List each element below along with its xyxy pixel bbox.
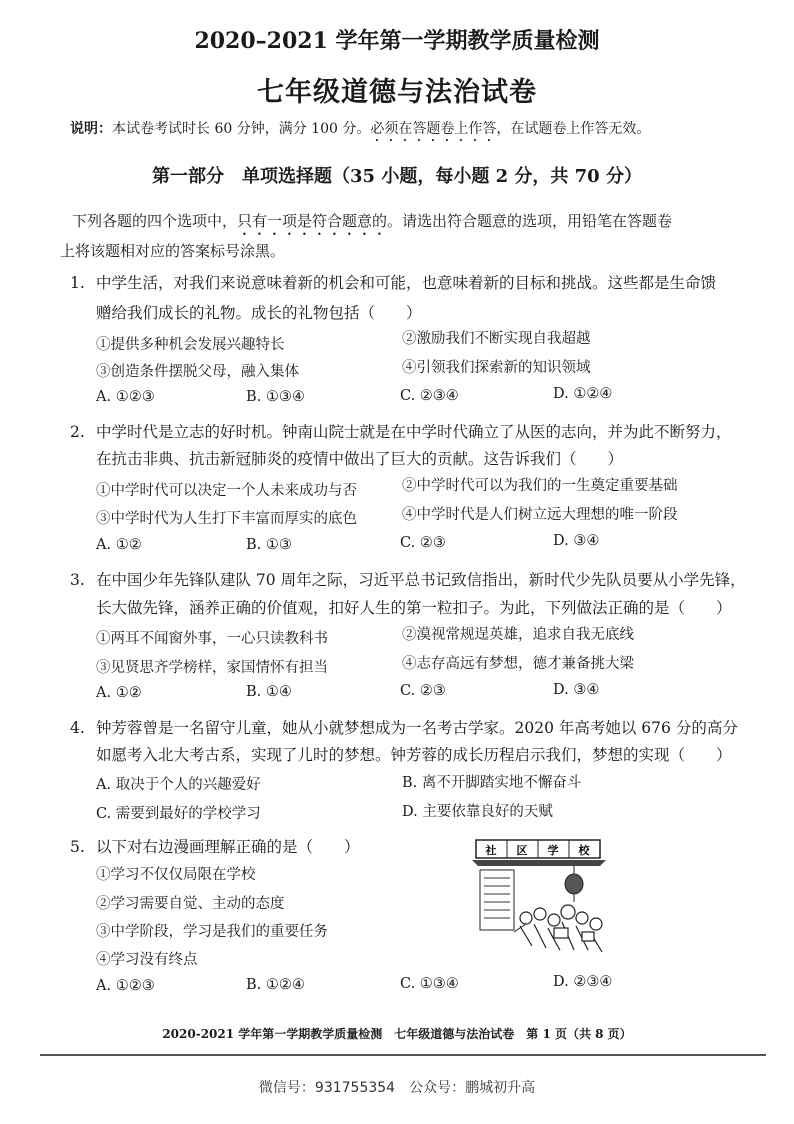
question-number: 5.: [70, 838, 85, 856]
roof-eaves: [472, 860, 606, 866]
choice-a: A. ①②③: [96, 389, 155, 405]
footer-divider: [40, 1054, 766, 1056]
question-1: [70, 271, 716, 293]
choice-b: B. ①③④: [246, 389, 305, 405]
question-3: [70, 568, 746, 590]
question-4: [70, 716, 738, 738]
statement-item: ③创造条件摆脱父母，融入集体: [96, 364, 299, 380]
choice-c: C. ②③: [400, 535, 446, 551]
note-label: 说明：: [70, 121, 112, 137]
choice-c: C. ①③④: [400, 976, 459, 992]
question-stem: 钟芳蓉曾是一名留守儿童，她从小就梦想成为一名考古学家。2020 年高考她以 676 分的高分: [96, 719, 738, 737]
question-number: 2.: [70, 423, 85, 441]
choice-b: B. 离不开脚踏实地不懈奋斗: [402, 775, 582, 791]
choice-a: A. ①②: [96, 685, 142, 701]
sign-char: 社: [485, 844, 497, 857]
section-instructions-line2: 上将该题相对应的答案标号涂黑。: [60, 242, 286, 260]
choice-b: B. ①③: [246, 537, 292, 553]
sign-char: 区: [516, 844, 528, 857]
choice-b: B. ①④: [246, 684, 292, 700]
choice-c: C. 需要到最好的学校学习: [96, 806, 261, 822]
question-stem-cont: 如愿考入北大考古系，实现了儿时的梦想。钟芳蓉的成长历程启示我们，梦想的实现（ ）: [96, 746, 732, 764]
question-stem: 以下对右边漫画理解正确的是（ ）: [96, 838, 360, 856]
statement-item: ②激励我们不断实现自我超越: [402, 331, 591, 347]
note-text-c: ，在试题卷上作答无效。: [496, 121, 651, 137]
statement-item: ③中学阶段，学习是我们的重要任务: [96, 924, 328, 940]
question-2: [70, 420, 732, 442]
choice-d: D. ③④: [553, 533, 600, 549]
statement-item: ②漠视常规逞英雄，追求自我无底线: [402, 627, 634, 643]
page-footer: 2020-2021 学年第一学期教学质量检测 七年级道德与法治试卷 第 1 页（共 8 页）: [162, 1027, 632, 1041]
statement-item: ④学习没有终点: [96, 952, 198, 968]
question-stem: 在中国少年先锋队建队 70 周年之际，习近平总书记致信指出，新时代少先队员要从小学先锋，: [96, 571, 746, 589]
statement-item: ①两耳不闻窗外事，一心只读教科书: [96, 631, 328, 647]
lantern: [565, 874, 583, 894]
question-stem-cont: 长大做先锋，涵养正确的价值观，扣好人生的第一粒扣子。为此，下列做法正确的是（ ）: [96, 599, 732, 617]
choice-a: A. ①②③: [96, 978, 155, 994]
statement-item: ①学习不仅仅局限在学校: [96, 867, 256, 883]
sign-char: 校: [578, 844, 590, 857]
choice-d: D. ③④: [553, 682, 600, 698]
question-stem: 中学生活，对我们来说意味着新的机会和可能，也意味着新的目标和挑战。这些都是生命馈: [96, 274, 717, 292]
note-text-emphasis: 必须在答题卷上作答: [370, 121, 497, 137]
crowd: [520, 905, 602, 952]
statement-item: ②学习需要自觉、主动的态度: [96, 896, 285, 912]
watermark-contact: 微信号：931755354 公众号：鹏城初升高: [258, 1080, 536, 1096]
choice-c: C. ②③④: [400, 388, 459, 404]
exam-subtitle: 七年级道德与法治试卷: [257, 77, 537, 108]
community-school-cartoon: [470, 836, 612, 962]
question-stem-cont: 在抗击非典、抗击新冠肺炎的疫情中做出了巨大的贡献。这告诉我们（ ）: [96, 450, 624, 468]
statement-item: ④志存高远有梦想，德才兼备挑大梁: [402, 656, 634, 672]
choice-d: D. ②③④: [553, 974, 613, 990]
choice-c: C. ②③: [400, 683, 446, 699]
choice-a: A. 取决于个人的兴趣爱好: [96, 777, 261, 793]
choice-a: A. ①②: [96, 537, 142, 553]
statement-item: ③见贤思齐学榜样，家国情怀有担当: [96, 660, 328, 676]
instructions-note: [70, 118, 650, 145]
choice-d: D. 主要依靠良好的天赋: [402, 804, 553, 820]
note-text-a: 本试卷考试时长 60 分钟，满分 100 分。: [112, 121, 371, 137]
instr-c: 。请选出符合题意的选项，用铅笔在答题卷: [387, 212, 673, 230]
statement-item: ④引领我们探索新的知识领域: [402, 360, 591, 376]
question-stem-cont: 赠给我们成长的礼物。成长的礼物包括（ ）: [96, 304, 422, 322]
section-instructions-line1: [72, 210, 672, 239]
question-number: 4.: [70, 719, 85, 737]
statement-item: ①提供多种机会发展兴趣特长: [96, 337, 285, 353]
question-number: 3.: [70, 571, 85, 589]
question-stem: 中学时代是立志的好时机。钟南山院士就是在中学时代确立了从医的志向，并为此不断努力，: [96, 423, 732, 441]
section-title: 第一部分 单项选择题（35 小题，每小题 2 分，共 70 分）: [152, 166, 642, 187]
instr-a: 下列各题的四个选项中，: [72, 212, 238, 230]
question-number: 1.: [70, 274, 85, 292]
sign-char: 学: [547, 844, 559, 857]
instr-emphasis: 只有一项是符合题意的: [237, 212, 388, 230]
choice-d: D. ①②④: [553, 386, 613, 402]
statement-item: ①中学时代可以决定一个人未来成功与否: [96, 483, 357, 499]
statement-item: ④中学时代是人们树立远大理想的唯一阶段: [402, 507, 678, 523]
exam-title: 2020–2021 学年第一学期教学质量检测: [194, 28, 600, 54]
statement-item: ③中学时代为人生打下丰富而厚实的底色: [96, 511, 357, 527]
choice-b: B. ①②④: [246, 977, 305, 993]
bulletin-board: [480, 870, 514, 930]
question-5: [70, 835, 360, 857]
statement-item: ②中学时代可以为我们的一生奠定重要基础: [402, 478, 678, 494]
